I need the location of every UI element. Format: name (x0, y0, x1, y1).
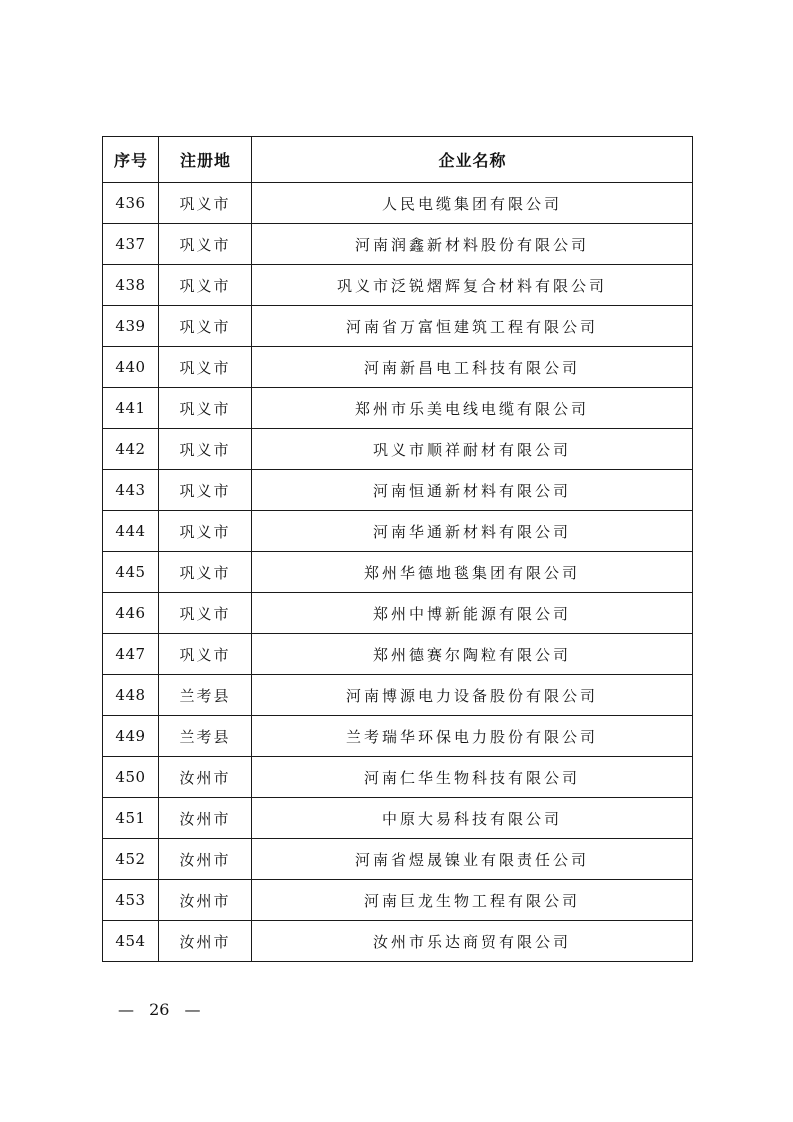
registration-place-cell: 巩义市 (159, 429, 252, 470)
serial-number-cell: 449 (103, 716, 159, 757)
registration-place-cell: 巩义市 (159, 347, 252, 388)
serial-number-cell: 442 (103, 429, 159, 470)
serial-number-cell: 451 (103, 798, 159, 839)
serial-number-cell: 441 (103, 388, 159, 429)
registration-place-cell: 汝州市 (159, 921, 252, 962)
serial-number-cell: 440 (103, 347, 159, 388)
serial-number-cell: 453 (103, 880, 159, 921)
serial-number-cell: 439 (103, 306, 159, 347)
table-row (103, 880, 693, 921)
company-name-cell: 郑州德赛尔陶粒有限公司 (252, 634, 693, 675)
table-row (103, 839, 693, 880)
registration-place-cell: 汝州市 (159, 757, 252, 798)
registration-place-cell: 巩义市 (159, 388, 252, 429)
table-row (103, 429, 693, 470)
table-row (103, 716, 693, 757)
serial-number-cell: 448 (103, 675, 159, 716)
registration-place-cell: 巩义市 (159, 183, 252, 224)
company-name-cell: 中原大易科技有限公司 (252, 798, 693, 839)
registration-place-cell: 汝州市 (159, 839, 252, 880)
page-number: — 26 — (118, 1000, 201, 1019)
company-name-cell: 郑州中博新能源有限公司 (252, 593, 693, 634)
company-name-cell: 兰考瑞华环保电力股份有限公司 (252, 716, 693, 757)
table-row (103, 224, 693, 265)
table-row (103, 634, 693, 675)
enterprise-table (102, 136, 693, 962)
registration-place-cell: 巩义市 (159, 224, 252, 265)
registration-place-cell: 巩义市 (159, 552, 252, 593)
registration-place-cell: 汝州市 (159, 798, 252, 839)
company-name-cell: 河南润鑫新材料股份有限公司 (252, 224, 693, 265)
serial-number-cell: 445 (103, 552, 159, 593)
table-row (103, 552, 693, 593)
registration-place-cell: 汝州市 (159, 880, 252, 921)
company-name-cell: 河南博源电力设备股份有限公司 (252, 675, 693, 716)
registration-place-cell: 兰考县 (159, 716, 252, 757)
company-name-cell: 河南巨龙生物工程有限公司 (252, 880, 693, 921)
serial-number-cell: 452 (103, 839, 159, 880)
registration-place-cell: 巩义市 (159, 265, 252, 306)
serial-number-cell: 436 (103, 183, 159, 224)
registration-place-cell: 巩义市 (159, 306, 252, 347)
company-name-cell: 河南新昌电工科技有限公司 (252, 347, 693, 388)
serial-number-cell: 437 (103, 224, 159, 265)
company-name-cell: 汝州市乐达商贸有限公司 (252, 921, 693, 962)
table-row (103, 470, 693, 511)
table-body (103, 183, 693, 962)
header-serial-number: 序号 (103, 137, 159, 183)
table-row (103, 921, 693, 962)
table-row (103, 388, 693, 429)
table-row (103, 675, 693, 716)
company-name-cell: 人民电缆集团有限公司 (252, 183, 693, 224)
company-name-cell: 河南省万富恒建筑工程有限公司 (252, 306, 693, 347)
table-row (103, 757, 693, 798)
serial-number-cell: 447 (103, 634, 159, 675)
registration-place-cell: 巩义市 (159, 593, 252, 634)
company-name-cell: 郑州华德地毯集团有限公司 (252, 552, 693, 593)
serial-number-cell: 443 (103, 470, 159, 511)
registration-place-cell: 兰考县 (159, 675, 252, 716)
serial-number-cell: 438 (103, 265, 159, 306)
table-row (103, 306, 693, 347)
table-row (103, 347, 693, 388)
table-row (103, 265, 693, 306)
table-row (103, 183, 693, 224)
registration-place-cell: 巩义市 (159, 470, 252, 511)
header-row (103, 137, 693, 183)
company-name-cell: 河南恒通新材料有限公司 (252, 470, 693, 511)
table-row (103, 511, 693, 552)
table-row (103, 593, 693, 634)
company-name-cell: 郑州市乐美电线电缆有限公司 (252, 388, 693, 429)
company-name-cell: 河南华通新材料有限公司 (252, 511, 693, 552)
serial-number-cell: 444 (103, 511, 159, 552)
serial-number-cell: 450 (103, 757, 159, 798)
header-registration-place: 注册地 (159, 137, 252, 183)
table-row (103, 798, 693, 839)
table-header (103, 137, 693, 183)
registration-place-cell: 巩义市 (159, 511, 252, 552)
company-name-cell: 巩义市泛锐熠辉复合材料有限公司 (252, 265, 693, 306)
company-name-cell: 巩义市顺祥耐材有限公司 (252, 429, 693, 470)
enterprise-table-container (102, 136, 692, 962)
registration-place-cell: 巩义市 (159, 634, 252, 675)
header-company-name: 企业名称 (252, 137, 693, 183)
serial-number-cell: 446 (103, 593, 159, 634)
company-name-cell: 河南仁华生物科技有限公司 (252, 757, 693, 798)
serial-number-cell: 454 (103, 921, 159, 962)
company-name-cell: 河南省煜晟镍业有限责任公司 (252, 839, 693, 880)
